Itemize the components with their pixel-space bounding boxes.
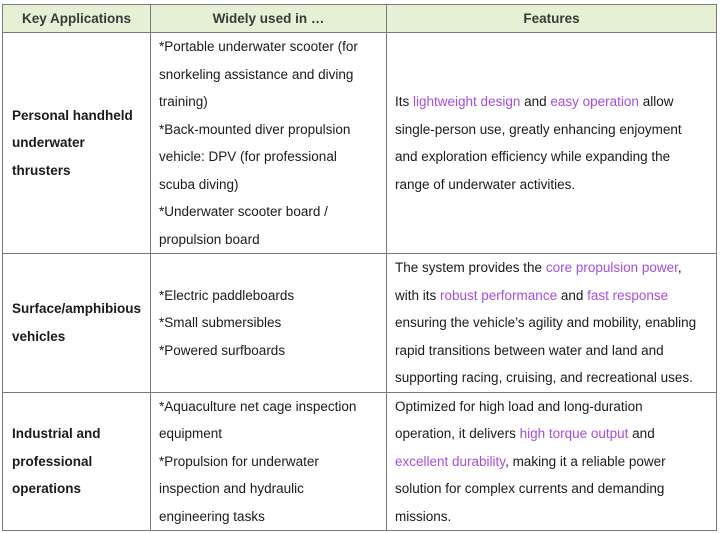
- feature-text: , making it a reliable power: [505, 453, 666, 469]
- use-line: inspection and hydraulic: [159, 481, 304, 496]
- feature-text: operation, it delivers: [395, 426, 520, 441]
- use-line: vehicle: DPV (for professional: [159, 149, 337, 164]
- uses-cell: [151, 392, 387, 531]
- application-line: underwater: [12, 135, 85, 151]
- use-line: *Back-mounted diver propulsion: [159, 121, 351, 137]
- use-line: *Powered surfboards: [159, 342, 286, 358]
- use-line: training): [159, 94, 208, 109]
- feature-text: ,: [677, 260, 682, 275]
- header-widely-used-in: Widely used in …: [151, 5, 387, 33]
- feature-text: ensuring the vehicle’s agility and mobility, enabling: [395, 315, 697, 330]
- use-line: *Underwater scooter board /: [159, 204, 328, 219]
- use-line: *Aquaculture net cage inspection: [159, 398, 357, 414]
- application-line: vehicles: [12, 328, 66, 344]
- feature-text: and: [520, 94, 551, 109]
- feature-text: The system provides the: [395, 260, 546, 275]
- application-line: thrusters: [12, 162, 71, 178]
- table-row: [3, 254, 717, 393]
- feature-text: Its: [395, 94, 414, 109]
- application-line: Industrial and: [12, 426, 101, 441]
- feature-text: missions.: [395, 508, 452, 524]
- uses-cell: [151, 33, 387, 254]
- feature-text: solution for complex currents and demanding: [395, 481, 665, 496]
- features-cell: [387, 392, 717, 531]
- feature-text: and: [557, 287, 588, 303]
- application-line: professional: [12, 453, 93, 469]
- feature-highlight: easy operation: [550, 94, 639, 109]
- use-line: scuba diving): [159, 176, 239, 192]
- use-line: *Propulsion for underwater: [159, 453, 319, 469]
- feature-text: and: [628, 426, 655, 441]
- application-cell: [3, 33, 151, 254]
- uses-cell: [151, 254, 387, 393]
- feature-text: rapid transitions between water and land and: [395, 342, 664, 358]
- applications-table: [2, 4, 717, 531]
- use-line: *Small submersibles: [159, 315, 282, 330]
- feature-highlight: robust performance: [440, 287, 558, 303]
- header-features: Features: [387, 5, 717, 33]
- feature-highlight: fast response: [587, 287, 669, 303]
- table-row: [3, 33, 717, 254]
- use-line: propulsion board: [159, 231, 260, 247]
- header-key-applications: Key Applications: [3, 5, 151, 33]
- feature-text: with its: [395, 287, 441, 303]
- feature-text: and exploration efficiency while expanding the: [395, 149, 671, 164]
- feature-text: Optimized for high load and long-duration: [395, 398, 643, 414]
- header-row: [3, 5, 717, 33]
- use-line: *Portable underwater scooter (for: [159, 39, 358, 54]
- feature-highlight: high torque output: [519, 426, 629, 441]
- feature-text: supporting racing, cruising, and recreational uses.: [395, 370, 693, 385]
- use-line: equipment: [159, 426, 223, 441]
- feature-text: single-person use, greatly enhancing enjoyment: [395, 121, 682, 137]
- feature-text: range of underwater activities.: [395, 176, 576, 192]
- feature-highlight: core propulsion power: [545, 260, 678, 275]
- application-line: Surface/amphibious: [12, 301, 142, 317]
- application-line: operations: [12, 481, 82, 496]
- application-cell: [3, 392, 151, 531]
- use-line: engineering tasks: [159, 508, 265, 524]
- application-line: Personal handheld: [12, 107, 133, 123]
- feature-highlight: excellent durability: [395, 453, 506, 469]
- use-line: *Electric paddleboards: [159, 287, 295, 303]
- features-cell: [387, 33, 717, 254]
- features-cell: [387, 254, 717, 393]
- application-cell: [3, 254, 151, 393]
- feature-text: allow: [638, 94, 674, 109]
- use-line: snorkeling assistance and diving: [159, 66, 354, 82]
- table-row: [3, 392, 717, 531]
- feature-highlight: lightweight design: [413, 94, 521, 109]
